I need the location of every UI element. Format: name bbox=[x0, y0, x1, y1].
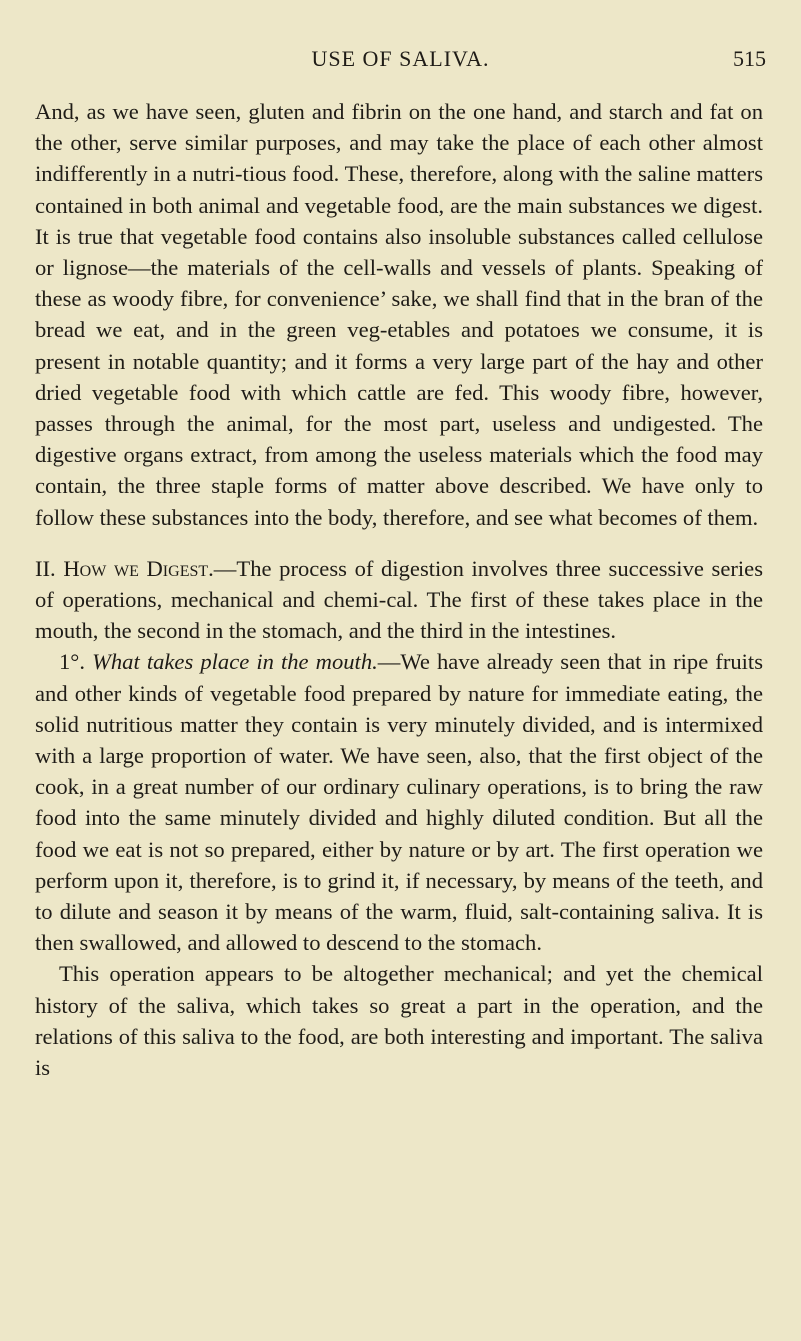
page-header bbox=[35, 46, 766, 82]
paragraph-digestible-substances: And, as we have seen, gluten and fibrin on the one hand, and starch and fat on the other, serve similar purposes, and may take the place of each other almost indifferently in a nutri-tious food. These, therefore, along with the saline matters contained in both animal and vegetable food, are the main substances we digest. It is true that vegetable food contains also insoluble substances called cellulose or lignose—the materials of the cell-walls and vessels of plants. Speaking of these as woody fibre, for convenience’ sake, we shall find that in the bran of the bread we eat, and in the green veg-etables and potatoes we consume, it is present in notable quantity; and it forms a very large part of the hay and other dried vegetable food with which cattle are fed. This woody fibre, however, passes through the animal, for the most part, useless and undigested. The digestive organs extract, from among the useless materials which the food may contain, the three staple forms of matter above described. We have only to follow these substances into the body, therefore, and see what becomes of them. bbox=[35, 99, 763, 530]
subsection-heading-mouth: What takes place in the mouth. bbox=[92, 649, 378, 675]
paragraph-how-we-digest-body: —The process of digestion involves three successive series of operations, mechanical and chemi-cal. The first of these takes place in the mouth, the second in the stomach, and the third in the intestines. bbox=[35, 555, 763, 644]
subsection-number: 1°. bbox=[59, 649, 85, 675]
running-title: USE OF SALIVA. bbox=[311, 46, 490, 71]
paragraph-mouth bbox=[35, 646, 763, 958]
page-number: 515 bbox=[733, 46, 766, 71]
body-text bbox=[35, 96, 763, 1083]
paragraph-how-we-digest bbox=[35, 553, 763, 647]
paragraph-mouth-body: —We have already seen that in ripe fruits and other kinds of vegetable food prepared by nature for immediate eating, the solid nutritious matter they contain is very minutely divided, and is intermixed with a large proportion of water. We have seen, also, that the first object of the cook, in a great number of our ordinary culinary operations, is to bring the raw food into the same minutely divided and highly diluted condition. But all the food we eat is not so prepared, either by nature or by art. The first operation we perform upon it, therefore, is to grind it, if necessary, by means of the teeth, and to dilute and season it by means of the warm, fluid, salt-containing saliva. It is then swallowed, and allowed to descend to the stomach. bbox=[35, 649, 763, 956]
section-heading-how-we-digest: II. How we Digest. bbox=[35, 555, 214, 581]
paragraph-saliva: This operation appears to be altogether mechanical; and yet the chemical history of the saliva, which takes so great a part in the operation, and the relations of this saliva to the food, are both interesting and important. The saliva is bbox=[35, 961, 763, 1081]
